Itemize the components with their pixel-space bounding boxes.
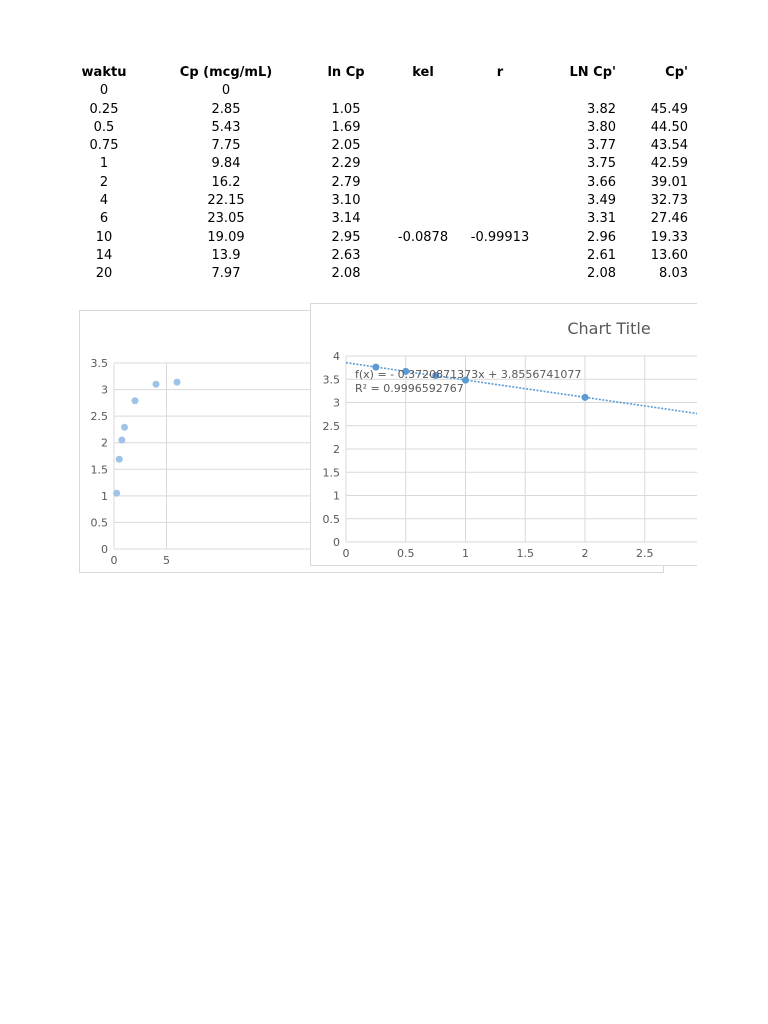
cell-ln-cp: 2.08 — [331, 266, 361, 282]
cell-r — [468, 174, 532, 192]
y-tick-label: 1.5 — [90, 463, 108, 477]
data-point — [121, 424, 128, 431]
data-point — [582, 394, 589, 401]
y-tick-label: 3 — [101, 383, 108, 397]
cell-cp: 23.05 — [207, 211, 245, 227]
cell-waktu: 6 — [99, 211, 109, 227]
cell-r — [468, 137, 532, 155]
y-tick-label: 3.5 — [322, 373, 340, 387]
cell-cp-prime: 32.73 — [650, 193, 688, 209]
cell-ln-cp: 3.10 — [331, 193, 361, 209]
table-row — [70, 229, 688, 247]
cell-cp-prime: 45.49 — [650, 101, 688, 117]
x-tick-label: 1.5 — [516, 547, 534, 560]
x-tick-label: 5 — [163, 554, 170, 567]
cell-cp: 19.09 — [207, 229, 245, 245]
y-tick-label: 2 — [333, 443, 340, 456]
y-tick-label: 0.5 — [90, 516, 108, 530]
cell-cp-prime: 44.50 — [650, 119, 688, 135]
cell-waktu: 0.25 — [89, 101, 119, 117]
x-tick-label: 0 — [110, 554, 118, 567]
cell-waktu: 0.75 — [89, 138, 119, 154]
cell-ln-cp: 1.05 — [331, 101, 361, 117]
cell-cp-prime: 27.46 — [650, 211, 688, 227]
cell-ln-cp-prime — [532, 82, 616, 100]
table-row — [70, 247, 688, 265]
cell-r — [468, 101, 532, 119]
cell-waktu: 14 — [95, 247, 113, 263]
table-row — [70, 82, 688, 100]
y-tick-label: 4 — [333, 350, 340, 363]
header-cp: Cp (mcg/mL) — [179, 65, 273, 80]
cell-cp: 22.15 — [207, 193, 245, 209]
chart-title: Chart Title — [567, 319, 651, 338]
cell-r — [468, 119, 532, 137]
cell-r: -0.99913 — [470, 229, 530, 245]
cell-ln-cp-prime: 3.77 — [587, 138, 616, 154]
cell-waktu: 0 — [99, 83, 109, 99]
x-tick-label: 0.5 — [397, 547, 415, 560]
cell-kel — [378, 247, 468, 265]
header-r: r — [496, 65, 504, 80]
header-waktu: waktu — [81, 65, 127, 80]
cell-waktu: 4 — [99, 193, 109, 209]
cell-cp: 7.75 — [211, 138, 241, 154]
cell-ln-cp: 3.14 — [331, 211, 361, 227]
cell-r — [468, 210, 532, 228]
table-row — [70, 119, 688, 137]
x-tick-label: 2.5 — [636, 547, 654, 560]
data-point — [153, 381, 160, 388]
cell-cp-prime: 19.33 — [650, 229, 688, 245]
cell-cp: 13.9 — [211, 247, 241, 263]
trendline-chart-svg — [311, 304, 697, 565]
trendline-r-squared: R² = 0.9996592767 — [355, 382, 464, 395]
cell-kel — [378, 174, 468, 192]
cell-kel — [378, 101, 468, 119]
table-row — [70, 265, 688, 283]
cell-cp-prime: 8.03 — [659, 266, 688, 282]
y-tick-label: 2.5 — [322, 419, 340, 433]
y-tick-label: 3.5 — [90, 357, 108, 370]
table-header-row — [70, 64, 688, 82]
cell-cp: 0 — [221, 83, 231, 99]
y-tick-label: 1.5 — [322, 466, 340, 480]
cell-r — [468, 247, 532, 265]
cell-ln-cp: 2.29 — [331, 156, 361, 172]
cell-waktu: 1 — [99, 156, 109, 172]
cell-cp: 5.43 — [211, 119, 241, 135]
data-point — [174, 379, 181, 386]
cell-r — [468, 82, 532, 100]
data-point — [118, 437, 125, 444]
y-tick-label: 3 — [333, 396, 340, 410]
cell-cp: 9.84 — [211, 156, 241, 172]
y-tick-label: 0.5 — [322, 512, 340, 526]
cell-kel — [378, 210, 468, 228]
cell-ln-cp: 2.05 — [331, 138, 361, 154]
cell-kel — [378, 119, 468, 137]
y-tick-label: 2 — [101, 436, 108, 450]
cell-kel — [378, 265, 468, 283]
cell-kel — [378, 192, 468, 210]
x-tick-label: 0 — [342, 547, 350, 560]
cell-kel — [378, 155, 468, 173]
cell-r — [468, 265, 532, 283]
cell-cp: 16.2 — [211, 174, 241, 190]
cell-ln-cp-prime: 3.31 — [587, 211, 616, 227]
cell-cp: 7.97 — [211, 266, 241, 282]
y-tick-label: 0 — [333, 536, 340, 549]
y-tick-label: 1 — [333, 489, 340, 503]
trendline-chart[interactable] — [310, 303, 697, 566]
cell-kel — [378, 137, 468, 155]
cell-ln-cp-prime: 2.08 — [587, 266, 616, 282]
table-row — [70, 137, 688, 155]
y-tick-label: 0 — [101, 543, 108, 556]
cell-kel: -0.0878 — [397, 229, 449, 245]
y-tick-label: 2.5 — [90, 410, 108, 424]
cell-cp-prime: 42.59 — [650, 156, 688, 172]
header-ln-cp: ln Cp — [327, 65, 365, 80]
data-point — [113, 490, 120, 497]
data-table — [70, 64, 688, 284]
cell-waktu: 20 — [95, 266, 113, 282]
cell-cp-prime: 43.54 — [650, 138, 688, 154]
table-row — [70, 174, 688, 192]
data-point — [132, 397, 139, 404]
cell-ln-cp — [314, 82, 378, 100]
header-ln-cp-prime: LN Cp' — [569, 65, 616, 80]
table-row — [70, 210, 688, 228]
cell-ln-cp: 2.63 — [331, 247, 361, 263]
data-point — [116, 456, 123, 463]
cell-ln-cp: 1.69 — [331, 119, 361, 135]
x-tick-label: 1 — [462, 547, 469, 560]
cell-ln-cp-prime: 3.82 — [587, 101, 616, 117]
y-tick-label: 1 — [101, 489, 108, 503]
cell-ln-cp-prime: 3.80 — [587, 119, 616, 135]
cell-ln-cp-prime: 3.75 — [587, 156, 616, 172]
header-cp-prime: Cp' — [665, 65, 688, 80]
cell-ln-cp-prime: 3.66 — [587, 174, 616, 190]
cell-cp: 2.85 — [211, 101, 241, 117]
cell-ln-cp-prime: 2.61 — [587, 247, 616, 263]
cell-r — [468, 155, 532, 173]
cell-cp-prime: 39.01 — [650, 174, 688, 190]
cell-r — [468, 192, 532, 210]
header-kel: kel — [412, 65, 434, 80]
table-body — [70, 82, 688, 283]
cell-waktu: 2 — [99, 174, 109, 190]
table-row — [70, 155, 688, 173]
cell-cp-prime — [616, 82, 688, 100]
table-row — [70, 192, 688, 210]
cell-cp-prime: 13.60 — [650, 247, 688, 263]
trendline-equation: f(x) = - 0.3720871373x + 3.8556741077 — [355, 368, 582, 381]
cell-waktu: 0.5 — [93, 119, 115, 135]
table-row — [70, 101, 688, 119]
cell-kel — [378, 82, 468, 100]
cell-ln-cp-prime: 2.96 — [587, 229, 616, 245]
cell-ln-cp-prime: 3.49 — [587, 193, 616, 209]
cell-waktu: 10 — [95, 229, 113, 245]
cell-ln-cp: 2.79 — [331, 174, 361, 190]
cell-ln-cp: 2.95 — [331, 229, 361, 245]
x-tick-label: 2 — [581, 547, 589, 560]
